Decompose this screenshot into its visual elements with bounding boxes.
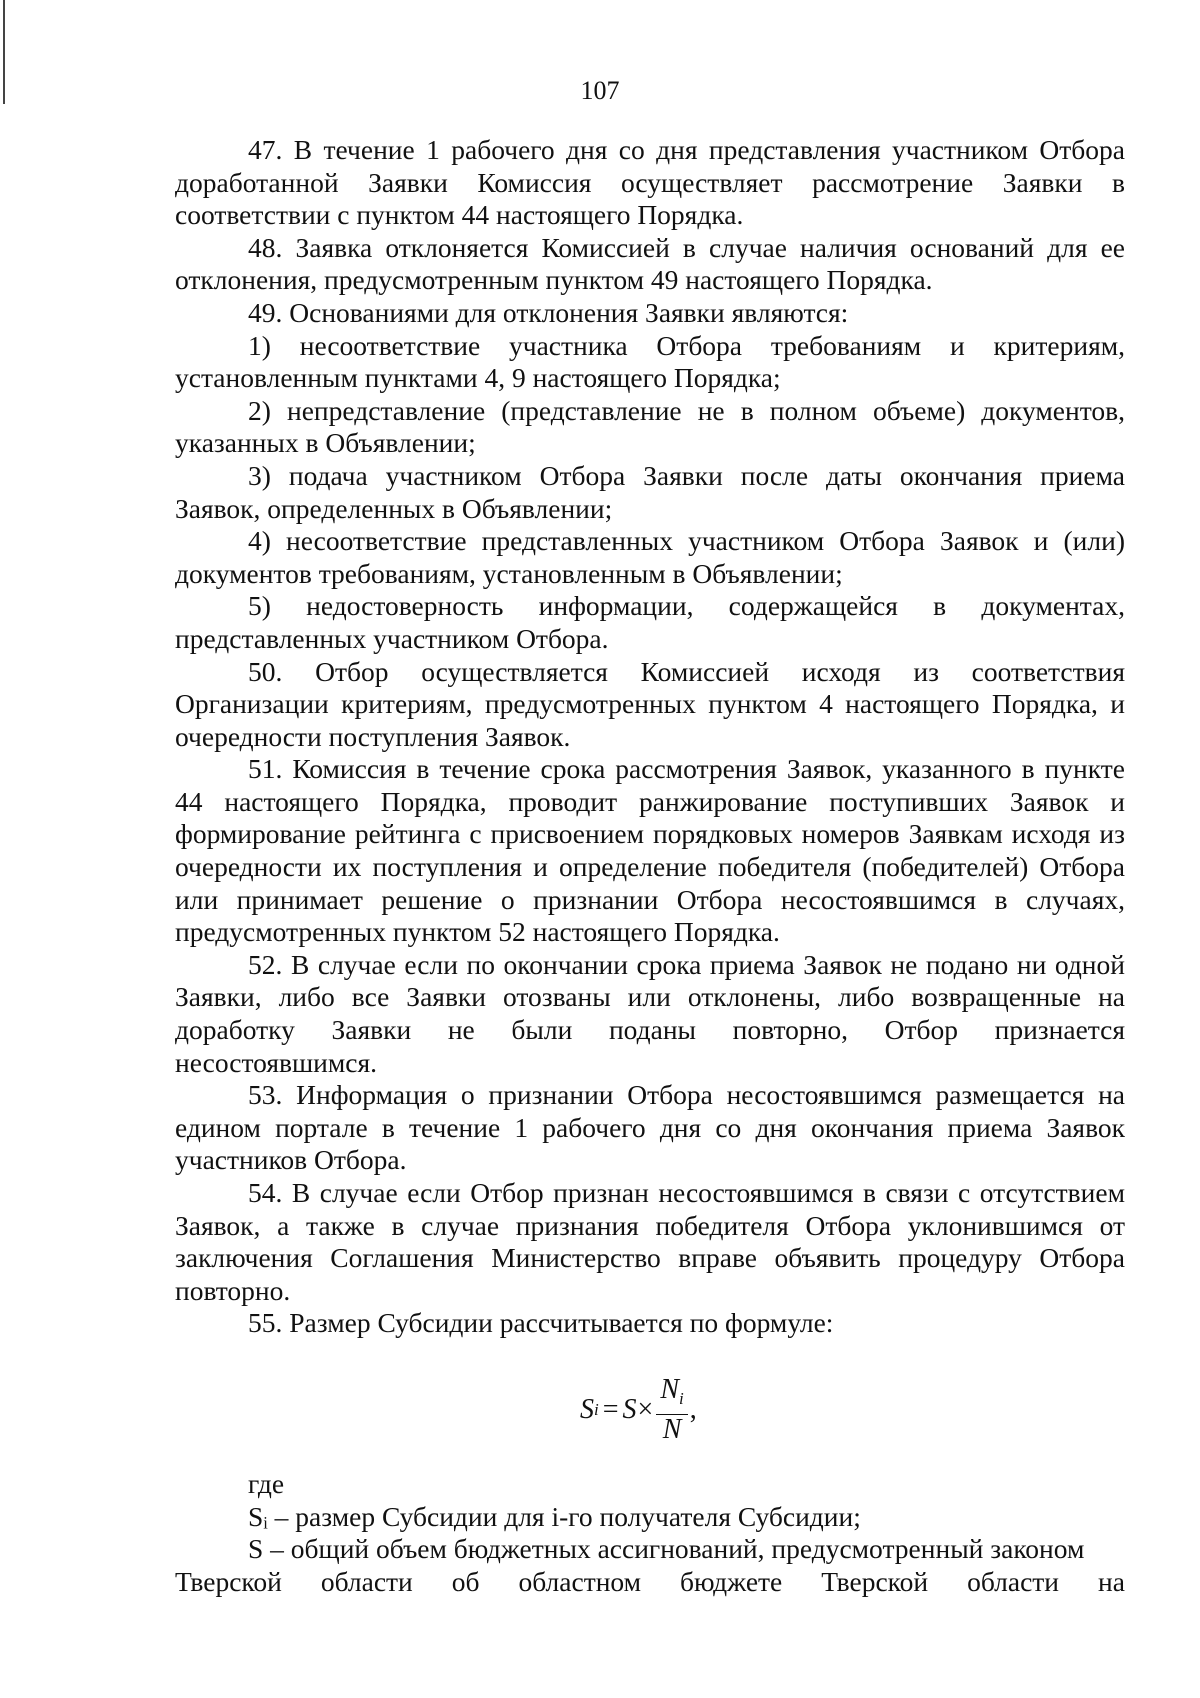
last-line-word: об (451, 1565, 480, 1597)
paragraph-55: 55. Размер Субсидии рассчитывается по формуле: (248, 1307, 834, 1339)
last-line-word: области (967, 1565, 1060, 1597)
formula-total: S (622, 1393, 637, 1425)
list-item-4: 4) несоответствие представленных участником Отбора Заявок и (или) документов требованиям, установленным в Объявлении; (175, 525, 1125, 589)
last-line-word: областном (518, 1565, 642, 1597)
paragraph-52: 52. В случае если по окончании срока приема Заявок не подано ни одной Заявки, либо все Заявки отозваны или отклонены, либо возвращенные на доработку Заявки не были поданы повторно, Отбор признается несостоявшимся. (175, 948, 1125, 1078)
formula-equals: = (602, 1393, 619, 1425)
paragraph-54: 54. В случае если Отбор признан несостоявшимся в связи с отсутствием Заявок, а также в случае признания победителя Отбора уклонившимся от заключения Соглашения Министерство вправе объявить процедуру Отбора повторно. (175, 1177, 1125, 1306)
last-line-word: на (1098, 1565, 1125, 1597)
definition-s: S – общий объем бюджетных ассигнований, предусмотренный законом (248, 1533, 1085, 1565)
formula-numerator (656, 1375, 687, 1415)
last-line-word: Тверской (175, 1565, 282, 1597)
definition-s-continuation (175, 1566, 1125, 1599)
definition-si: Sᵢ – размер Субсидии для i-го получателя Субсидии; (248, 1500, 861, 1532)
paragraph-47: 47. В течение 1 рабочего дня со дня представления участником Отбора доработанной Заявки Комиссия осуществляет рассмотрение Заявки в соответствии с пунктом 44 настоящего Порядка. (175, 134, 1125, 231)
list-item-1: 1) несоответствие участника Отбора требованиям и критериям, установленным пунктами 4, 9 настоящего Порядка; (175, 329, 1125, 394)
last-line-word: бюджете (680, 1565, 783, 1597)
paragraph-51: 51. Комиссия в течение срока рассмотрения Заявок, указанного в пункте 44 настоящего Порядка, проводит ранжирование поступивших Заявок и формирование рейтинга с присвоением порядковых номеров Заявкам исходя из очередности их поступления и определение победителя (победителей) Отбора или принимает решение о признании Отбора несостоявшимся в случаях, предусмотренных пунктом 52 настоящего Порядка. (175, 753, 1125, 948)
document-body (175, 134, 1125, 1598)
formula-lhs: S (580, 1393, 594, 1425)
where-label: где (248, 1467, 285, 1499)
paragraph-53: 53. Информация о признании Отбора несостоявшимся размещается на едином портале в течение 1 рабочего дня со дня окончания приема Заявок участников Отбора. (175, 1079, 1125, 1176)
formula-fraction (656, 1375, 687, 1445)
page-number: 107 (580, 76, 620, 105)
list-item-2: 2) непредставление (представление не в полном объеме) документов, указанных в Объявлении; (175, 394, 1125, 459)
paragraph-50: 50. Отбор осуществляется Комиссией исходя из соответствия Организации критериям, предусмотренных пунктом 4 настоящего Порядка, и очередности поступления Заявок. (175, 655, 1125, 752)
numerator-subscript: i (679, 1388, 684, 1408)
formula-lhs-subscript: i (594, 1399, 599, 1419)
list-item-3: 3) подача участником Отбора Заявки после даты окончания приема Заявок, определенных в Объявлении; (175, 459, 1125, 524)
last-line-word: области (320, 1565, 413, 1597)
formula-times: × (637, 1393, 654, 1425)
last-line-word: Тверской (821, 1565, 929, 1597)
formula-comma: , (689, 1393, 697, 1425)
paragraph-49: 49. Основаниями для отклонения Заявки являются: (248, 296, 849, 328)
formula-expression (580, 1373, 697, 1445)
numerator-symbol: N (660, 1373, 680, 1405)
paragraph-48: 48. Заявка отклоняется Комиссией в случае наличия оснований для ее отклонения, предусмотренным пунктом 49 настоящего Порядка. (175, 231, 1125, 296)
subsidy-formula (175, 1340, 1125, 1460)
list-item-5: 5) недостоверность информации, содержащейся в документах, представленных участником Отбора. (175, 590, 1125, 654)
formula-denominator: N (662, 1413, 682, 1445)
